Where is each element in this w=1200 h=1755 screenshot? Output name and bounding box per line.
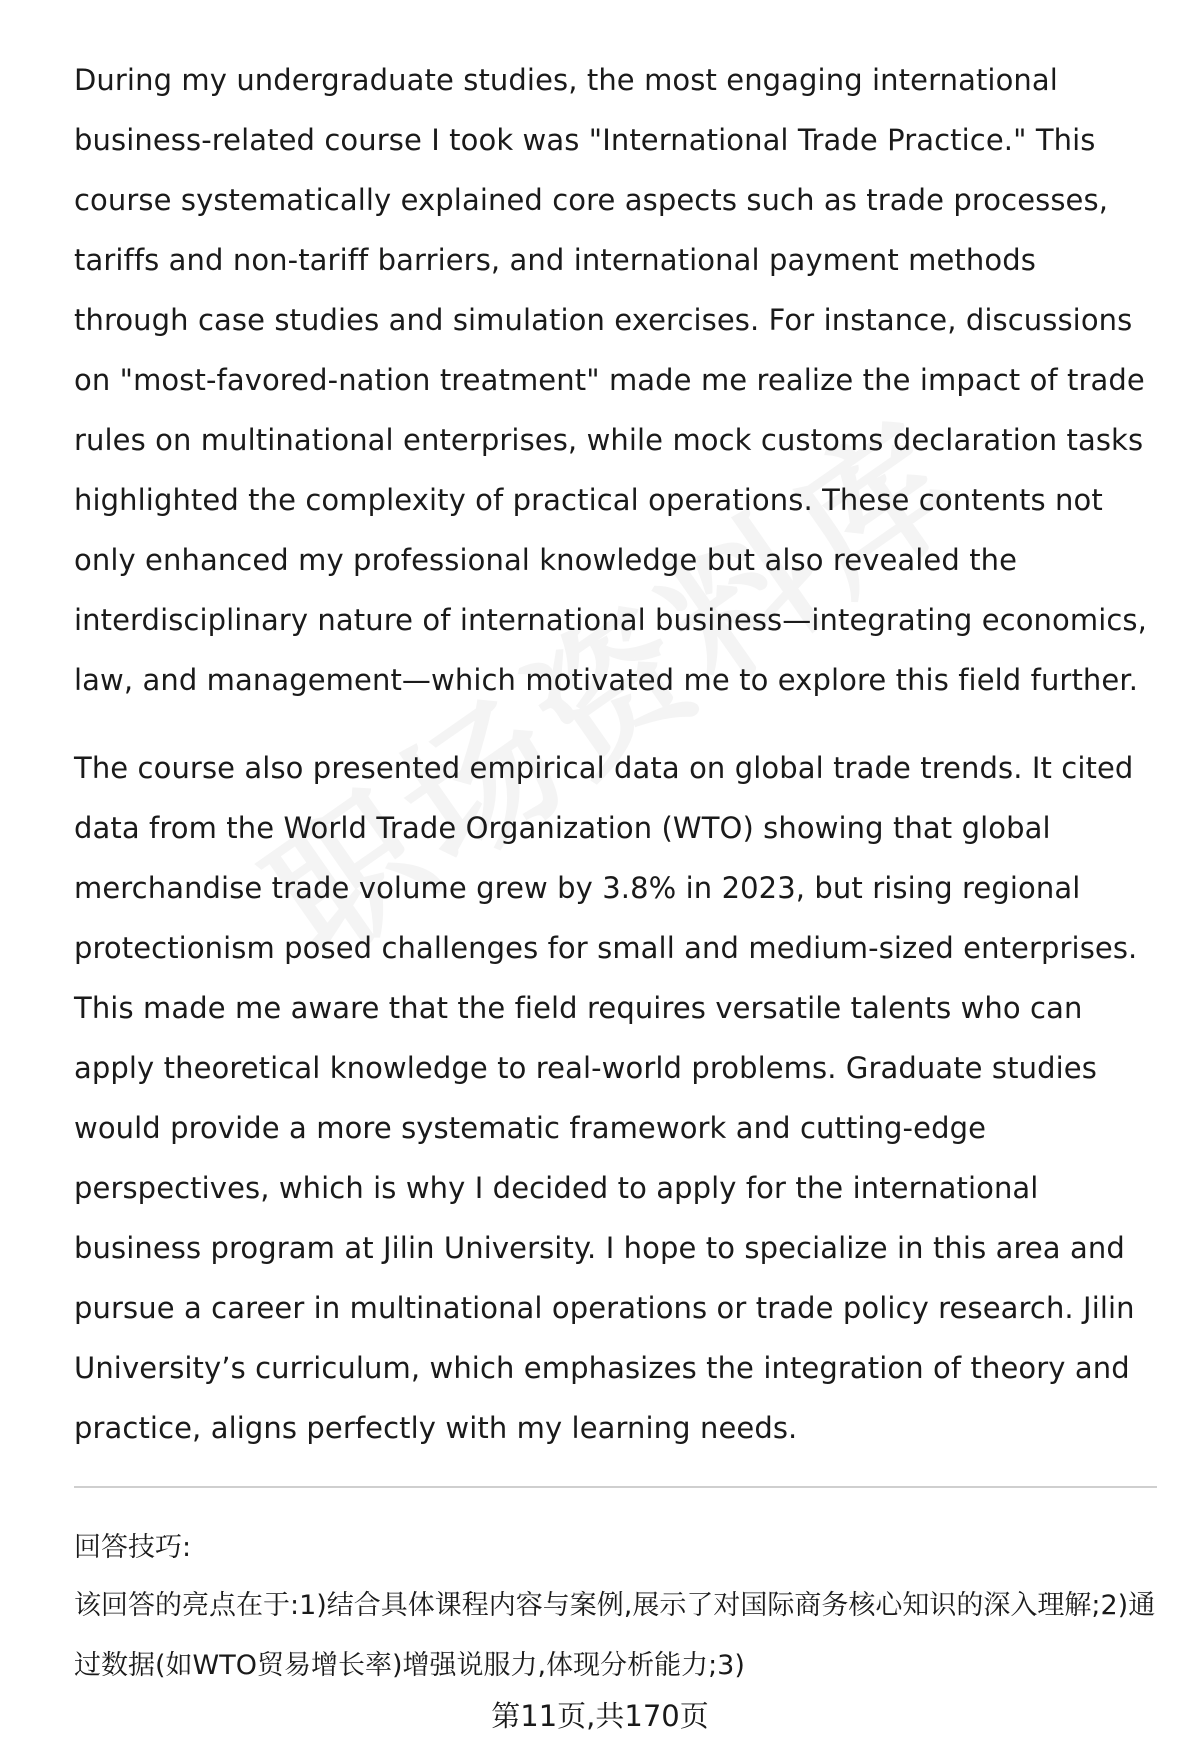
page-number: 第11页,共170页 [491, 1699, 709, 1733]
tips-body: 该回答的亮点在于:1)结合具体课程内容与案例,展示了对国际商务核心知识的深入理解;2)通过数据(如WTO贸易增长率)增强说服力,体现分析能力;3) [74, 1590, 1156, 1681]
paragraph-2: The course also presented empirical data on global trade trends. It cited data from the World Trade Organization (WTO) showing that global merchandise trade volume grew by 3.8% in 2023, but rising regional protectionism posed challenges for small and medium-sized enterprises. This made me aware that the field requires versatile talents who can apply theoretical knowledge to real-world problems. Graduate studies would provide a more systematic framework and cutting-edge perspectives, which is why I decided to apply for the international business program at Jilin University. I hope to specialize in this area and pursue a career in multinational operations or trade policy research. Jilin University’s curriculum, which emphasizes the integration of theory and practice, aligns perfectly with my learning needs. [74, 751, 1138, 1445]
answer-tips [74, 1520, 1164, 1696]
paragraph-1: During my undergraduate studies, the most engaging international business-related course I took was "International Trade Practice." This course systematically explained core aspects such as trade processes, tariffs and non-tariff barriers, and international payment methods through case studies and simulation exercises. For instance, discussions on "most-favored-nation treatment" made me realize the impact of trade rules on multinational enterprises, while mock customs declaration tasks highlighted the complexity of practical operations. These contents not only enhanced my professional knowledge but also revealed the interdisciplinary nature of international business—integrating economics, law, and management—which motivated me to explore this field further. [74, 63, 1147, 697]
section-divider [74, 1486, 1157, 1488]
tips-title: 回答技巧: [74, 1532, 192, 1563]
answer-body [74, 50, 1154, 1458]
